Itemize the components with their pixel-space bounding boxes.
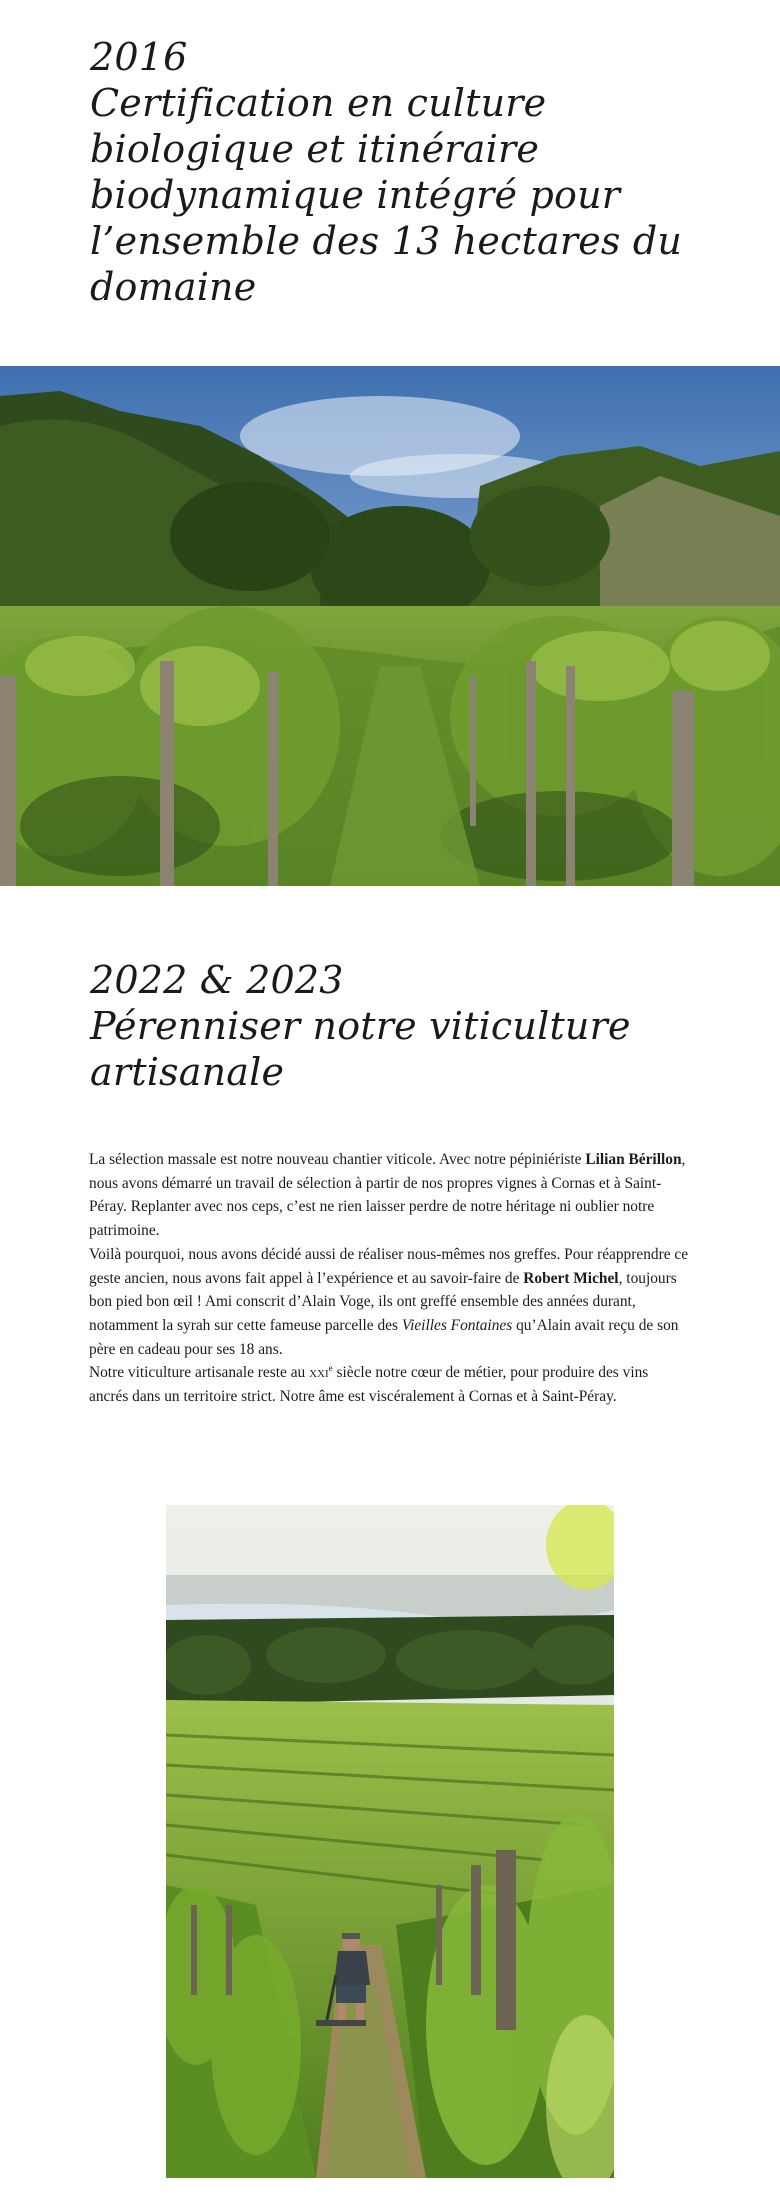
heading-line: Pérenniser notre viticulture: [90, 1004, 631, 1048]
text-run: La sélection massale est notre nouveau chantier viticole. Avec notre pépiniériste: [89, 1151, 586, 1168]
vineyard-worker-photo: [166, 1505, 614, 2178]
section-2016-heading: [90, 34, 690, 310]
text-run: , toujours bon pied bon œil ! Ami conscrit d’Alain Voge, ils ont greffé ensemble des années durant, notamment la syrah sur cette fameuse parcelle des: [89, 1269, 677, 1334]
text-run: qu’Alain avait reçu de son père en cadeau pour ses 18 ans.: [89, 1316, 679, 1358]
text-run: Voilà pourquoi, nous avons décidé aussi de réaliser nous-mêmes nos greffes. Pour réapprendre ce geste ancien, nous avons fait appel à l’expérience et au savoir-faire de: [89, 1245, 689, 1287]
paragraph-viticulture: [89, 1361, 689, 1408]
section-2022-body: [89, 1148, 689, 1409]
heading-year: 2022 & 2023: [90, 958, 344, 1002]
heading-line: biodynamique intégré pour: [90, 173, 621, 217]
section-2022-heading: [90, 957, 690, 1095]
name-robert-michel: Robert Michel: [523, 1269, 619, 1287]
heading-line: domaine: [90, 265, 257, 309]
text-run: siècle notre cœur de métier, pour produire des vins ancrés dans un territoire strict. Notre âme est viscéralement à Cornas et à Saint-Péray.: [89, 1364, 649, 1406]
heading-year: 2016: [90, 35, 188, 79]
heading-line: Certification en culture: [90, 81, 547, 125]
paragraph-greffes: [89, 1243, 689, 1362]
century-numeral: xxi: [309, 1364, 329, 1382]
vineyard-portrait-image: [166, 1505, 614, 2178]
vineyard-banner-image: [0, 366, 780, 886]
name-lilian-berillon: Lilian Bérillon: [585, 1151, 682, 1168]
paragraph-selection-massale: [89, 1148, 689, 1243]
parcel-name: Vieilles Fontaines: [401, 1316, 513, 1334]
heading-line: l’ensemble des 13 hectares du: [90, 219, 683, 263]
text-run: , nous avons démarré un travail de sélection à partir de nos propres vignes à Cornas et à Saint-Péray. Replanter avec nos ceps, c’est ne rien laisser perdre de notre héritage ni oublier notre patrimoine.: [89, 1151, 686, 1240]
vineyard-hillside-photo: [0, 366, 780, 886]
heading-line: biologique et itinéraire: [90, 127, 540, 171]
text-run: Notre viticulture artisanale reste au: [89, 1364, 310, 1382]
heading-line: artisanale: [90, 1050, 285, 1094]
century-superscript: e: [328, 1363, 333, 1374]
